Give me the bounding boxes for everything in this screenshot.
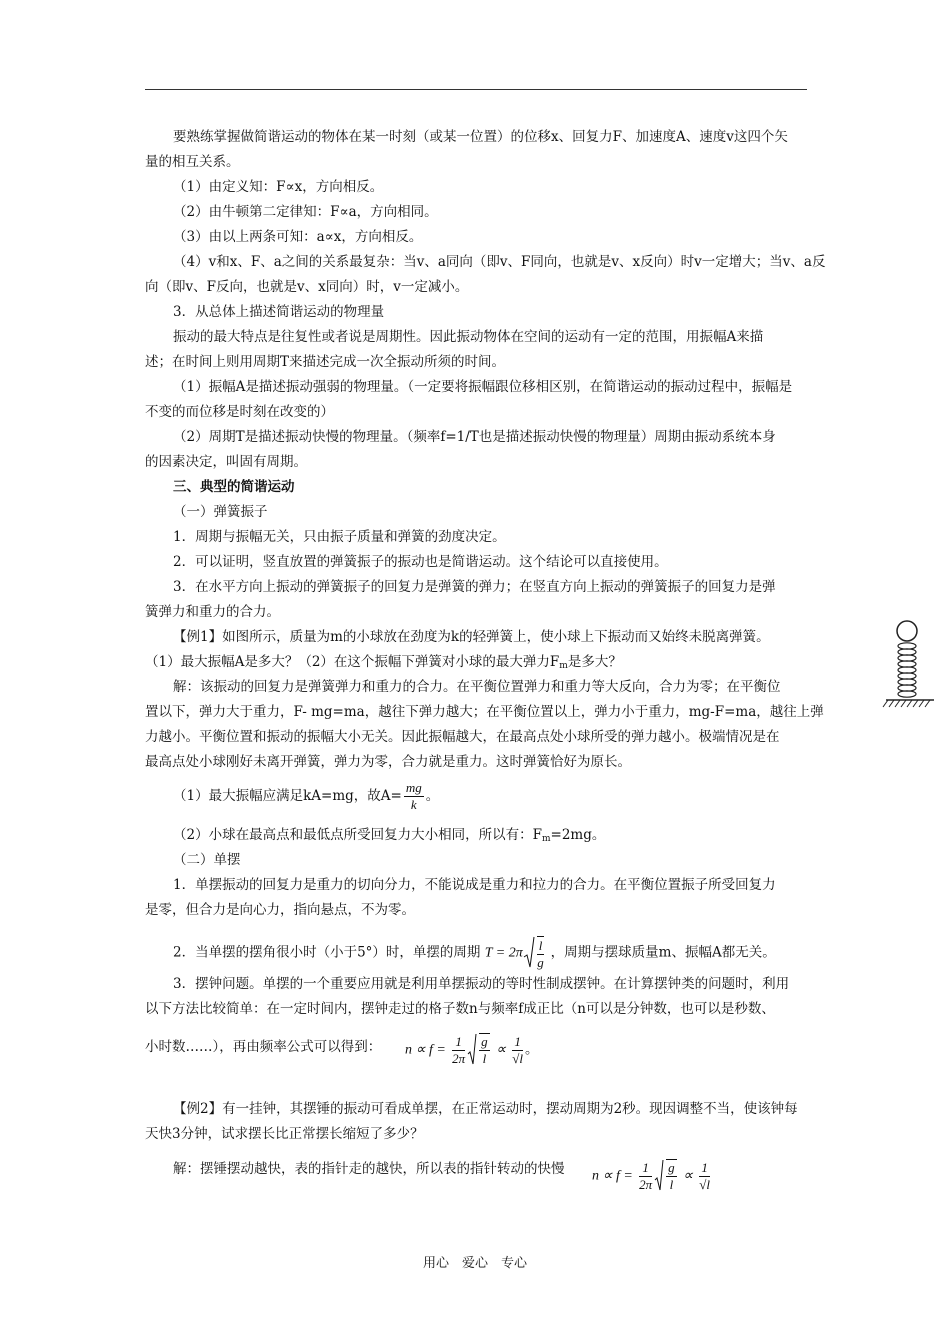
page-footer: 用心 爱心 专心 [422,1256,527,1271]
paragraph-line: 述；在时间上则用周期T来描述完成一次全振动所须的时间。 [145,354,506,370]
spring-coil-icon [898,643,916,697]
ground-hatch-icon [883,700,930,707]
sqrt-sign: $\frac{l}{g}$ [523,935,547,971]
list-item: 2．可以证明，竖直放置的弹簧振子的振动也是简谐运动。这个结论可以直接使用。 [173,554,668,570]
paragraph-line: 的因素决定，叫固有周期。 [145,454,307,470]
example-title: 【例2】有一挂钟，其摆锤的振动可看成单摆，在正常运动时，摆动周期为2秒。现因调整不当，使该钟每 [173,1101,798,1117]
frequency-formula: n ∝ f = $\frac{1}{2\pi}$ $\frac{g}{l}$ ∝ $\frac{1}{√l}$ [592,1159,711,1192]
list-item: （1）由定义知：F∝x，方向相反。 [173,179,384,195]
paragraph-line: 不变的而位移是时刻在改变的） [145,404,334,420]
formula-period: T = 2π [484,945,523,961]
section-title: 三、典型的简谐运动 [173,479,295,495]
spring-oscillator-figure [880,618,940,710]
paragraph-line: 簧弹力和重力的合力。 [145,604,280,620]
paragraph-line: （2）周期T是描述振动快慢的物理量。（频率f=1/T也是描述振动快慢的物理量）周期由振动系统本身 [173,429,776,445]
list-item: （2）由牛顿第二定律知：F∝a，方向相同。 [173,204,438,220]
paragraph-line: 是零，但合力是向心力，指向悬点，不为零。 [145,902,415,918]
section-heading: 3．从总体上描述简谐运动的物理量 [173,304,385,320]
solution-line: 置以下，弹力大于重力，F- mg=ma，越往下弹力越大；在平衡位置以上，弹力小于重力，mg-F=ma，越往上弹 [145,704,824,720]
solution-line: 解：摆锤摆动越快，表的指针走的越快，所以表的指针转动的快慢 [173,1161,565,1177]
list-item: 1．周期与振幅无关，只由振子质量和弹簧的劲度决定。 [173,529,506,545]
paragraph-line: 振动的最大特点是往复性或者说是周期性。因此振动物体在空间的运动有一定的范围，用振幅A来描 [173,329,764,345]
list-item: （4）v和x、F、a之间的关系最复杂：当v、a同向（即v、F同向，也就是v、x反向）时v一定增大；当v、a反 [173,254,826,270]
paragraph-line: （1）振幅A是描述振动强弱的物理量。（一定要将振幅跟位移相区别，在简谐运动的振动过程中，振幅是 [173,379,793,395]
paragraph-line: 量的相互关系。 [145,154,240,170]
subsection-title: （二）单摆 [173,852,241,868]
paragraph-line: 要熟练掌握做简谐运动的物体在某一时刻（或某一位置）的位移x、回复力F、加速度A、速度v这四个矢 [173,129,788,145]
ball-icon [897,621,917,641]
example-question: （1）最大振幅A是多大？（2）在这个振幅下弹簧对小球的最大弹力$F_m$是多大？ [145,654,622,671]
solution-line: 解：该振动的回复力是弹簧弹力和重力的合力。在平衡位置弹力和重力等大反向，合力为零；在平衡位 [173,679,781,695]
subsection-title: （一）弹簧振子 [173,504,268,520]
header-rule [145,89,807,90]
example-question: 天快3分钟，试求摆长比正常摆长缩短了多少？ [145,1126,424,1142]
solution-line: 最高点处小球刚好未离开弹簧，弹力为零，合力就是重力。这时弹簧恰好为原长。 [145,754,631,770]
solution-line: 力越小。平衡位置和振动的振幅大小无关。因此振幅越大，在最高点处小球所受的弹力越小。极端情况是在 [145,729,780,745]
list-item: （3）由以上两条可知：a∝x，方向相反。 [173,229,423,245]
list-item: 3．摆钟问题。单摆的一个重要应用就是利用单摆振动的等时性制成摆钟。在计算摆钟类的问题时，利用 [173,976,790,992]
paragraph-line: 小时数……），再由频率公式可以得到： [145,1039,382,1055]
frequency-formula: n ∝ f = $\frac{1}{2\pi}$ $\frac{g}{l}$ ∝ $\frac{1}{√l}$ 。 [405,1033,539,1066]
example-title: 【例1】如图所示，质量为m的小球放在劲度为k的轻弹簧上，使小球上下振动而又始终未脱离弹簧。 [173,629,770,645]
list-item: 3．在水平方向上振动的弹簧振子的回复力是弹簧的弹力；在竖直方向上振动的弹簧振子的回复力是弹 [173,579,776,595]
paragraph-line: 以下方法比较简单：在一定时间内，摆钟走过的格子数n与频率f成正比（n可以是分钟数，也可以是秒数、 [145,1001,775,1017]
answer-2: （2）小球在最高点和最低点所受回复力大小相同，所以有：$F_m=2mg$。 [173,827,606,844]
fraction-mg-over-k: $\frac{mg}{k}$ [405,780,422,812]
list-item: 1．单摆振动的回复力是重力的切向分力，不能说成是重力和拉力的合力。在平衡位置振子所受回复力 [173,877,776,893]
answer-1: （1）最大振幅应满足kA=mg，故A= $\frac{mg}{k}$ 。 [173,780,440,812]
paragraph-line: 向（即v、F反向，也就是v、x同向）时，v一定减小。 [145,279,469,295]
period-formula-line: 2．当单摆的摆角很小时（小于5°）时，单摆的周期 T = 2π $\frac{l}{g}$ ，周期与摆球质量m、振幅A都无关。 [173,935,776,971]
